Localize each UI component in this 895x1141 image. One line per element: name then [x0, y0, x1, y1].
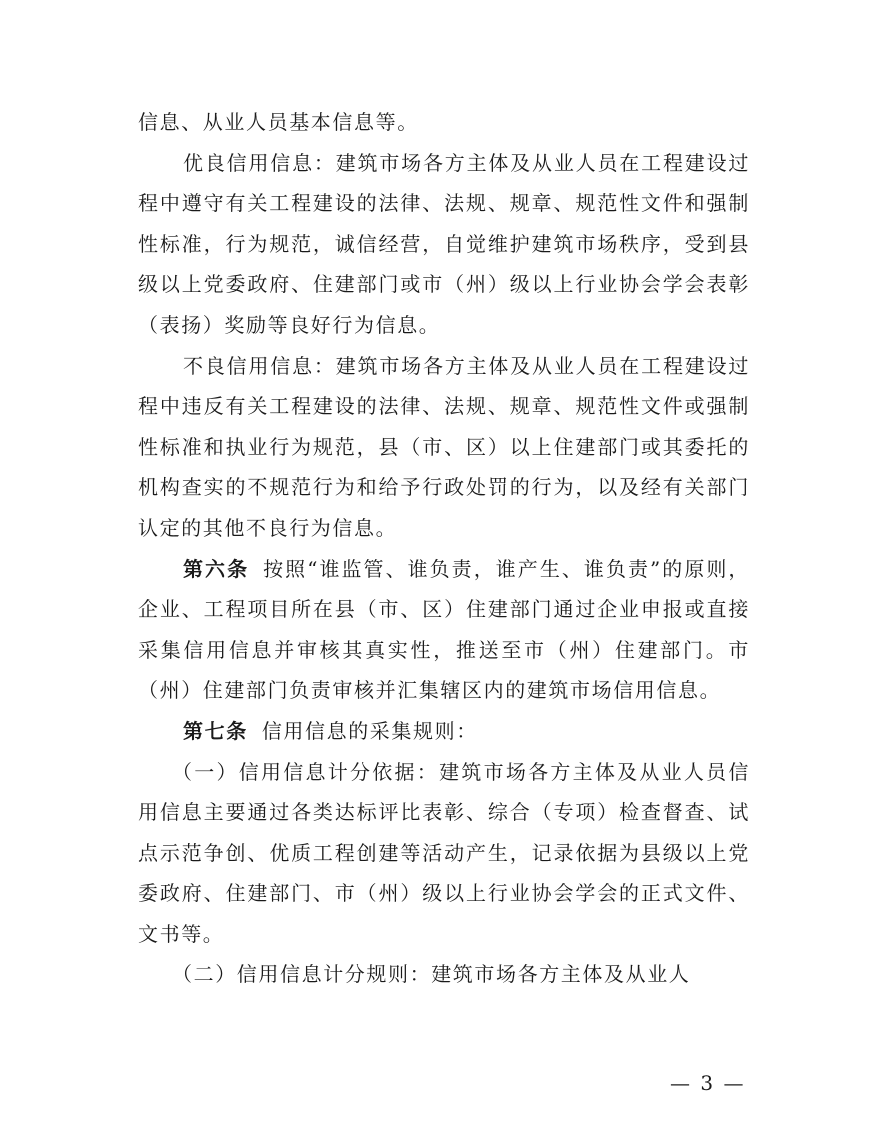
- page-number: — 3 —: [670, 1071, 746, 1095]
- clause-one: （一）信用信息计分依据：建筑市场各方主体及从业人员信用信息主要通过各类达标评比表彰、综合（专项）检查督查、试点示范争创、优质工程创建等活动产生，记录依据为县级以上党委政府、住建部门、市（州）级以上行业协会学会的正式文件、文书等。: [138, 759, 750, 946]
- article-seven: [138, 711, 750, 752]
- paragraph-good-credit: 优良信用信息：建筑市场各方主体及从业人员在工程建设过程中遵守有关工程建设的法律、法规、规章、规范性文件和强制性标准，行为规范，诚信经营，自觉维护建筑市场秩序，受到县级以上党委政府、住建部门或市（州）级以上行业协会学会表彰（表扬）奖励等良好行为信息。: [138, 150, 750, 337]
- paragraph-bad-credit: 不良信用信息：建筑市场各方主体及从业人员在工程建设过程中违反有关工程建设的法律、法规、规章、规范性文件或强制性标准和执业行为规范，县（市、区）以上住建部门或其委托的机构查实的不规范行为和给予行政处罚的行为，以及经有关部门认定的其他不良行为信息。: [138, 353, 750, 540]
- article-six: [138, 549, 750, 711]
- article-seven-text: 信用信息的采集规则：: [261, 718, 478, 743]
- article-seven-heading: 第七条: [183, 718, 248, 743]
- article-six-text: 按照“谁监管、谁负责，谁产生、谁负责”的原则，企业、工程项目所在县（市、区）住建部门通过企业申报或直接采集信用信息并审核其真实性，推送至市（州）住建部门。市（州）住建部门负责审核并汇集辖区内的建筑市场信用信息。: [138, 556, 750, 703]
- paragraph-continuation: 信息、从业人员基本信息等。: [138, 110, 419, 134]
- article-six-heading: 第六条: [183, 556, 250, 581]
- clause-two: （二）信用信息计分规则：建筑市场各方主体及从业人: [172, 962, 691, 987]
- document-body: [138, 102, 750, 995]
